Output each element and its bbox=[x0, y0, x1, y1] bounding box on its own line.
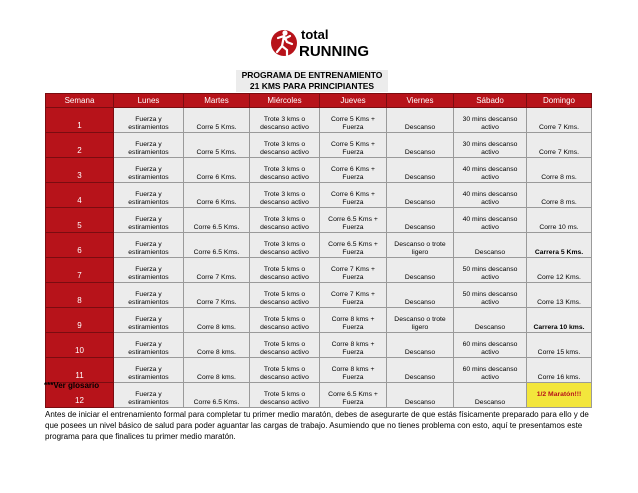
table-row bbox=[46, 358, 592, 383]
schedule-cell: Descanso bbox=[387, 158, 454, 183]
schedule-cell: Corre 8 kms. bbox=[184, 333, 250, 358]
schedule-cell: 60 mins descanso activo bbox=[454, 358, 527, 383]
schedule-cell: Trote 3 kms o descanso activo bbox=[250, 158, 320, 183]
schedule-cell: Trote 5 kms o descanso activo bbox=[250, 308, 320, 333]
schedule-cell: Corre 5 Kms + Fuerza bbox=[320, 133, 387, 158]
schedule-cell: Corre 16 kms. bbox=[527, 358, 592, 383]
schedule-cell: Fuerza y estiramientos bbox=[114, 158, 184, 183]
schedule-cell: Corre 6.5 Kms + Fuerza bbox=[320, 233, 387, 258]
schedule-cell: Corre 8 kms + Fuerza bbox=[320, 333, 387, 358]
total-running-logo bbox=[270, 24, 370, 62]
schedule-cell: Descanso bbox=[454, 308, 527, 333]
column-header: Martes bbox=[184, 94, 250, 108]
schedule-cell: Carrera 10 kms. bbox=[527, 308, 592, 333]
schedule-cell: Corre 8 kms + Fuerza bbox=[320, 358, 387, 383]
schedule-cell: Corre 6.5 Kms. bbox=[184, 208, 250, 233]
glossary-note: ***Ver glosario bbox=[44, 381, 100, 390]
schedule-cell: Fuerza y estiramientos bbox=[114, 383, 184, 408]
schedule-cell: Trote 3 kms o descanso activo bbox=[250, 183, 320, 208]
title-line-1: PROGRAMA DE ENTRENAMIENTO bbox=[236, 70, 388, 81]
table-row bbox=[46, 383, 592, 408]
schedule-cell: 40 mins descanso activo bbox=[454, 208, 527, 233]
schedule-cell: Corre 5 Kms. bbox=[184, 133, 250, 158]
table-row bbox=[46, 333, 592, 358]
table-header-row bbox=[46, 94, 592, 108]
schedule-cell: Fuerza y estiramientos bbox=[114, 258, 184, 283]
schedule-cell: Descanso bbox=[387, 383, 454, 408]
schedule-cell: Corre 8 ms. bbox=[527, 183, 592, 208]
week-number: 6 bbox=[46, 233, 114, 258]
schedule-cell: 30 mins descanso activo bbox=[454, 108, 527, 133]
schedule-cell: Descanso bbox=[387, 183, 454, 208]
schedule-cell: Fuerza y estiramientos bbox=[114, 283, 184, 308]
schedule-cell: 50 mins descanso activo bbox=[454, 283, 527, 308]
schedule-cell: Descanso bbox=[387, 283, 454, 308]
schedule-cell: Corre 6.5 Kms. bbox=[184, 233, 250, 258]
schedule-cell: Corre 8 kms. bbox=[184, 358, 250, 383]
table-body bbox=[46, 108, 592, 408]
schedule-cell: Corre 6.5 Kms + Fuerza bbox=[320, 383, 387, 408]
week-number: 4 bbox=[46, 183, 114, 208]
schedule-cell: Descanso bbox=[387, 333, 454, 358]
column-header: Sábado bbox=[454, 94, 527, 108]
schedule-cell: Trote 5 kms o descanso activo bbox=[250, 333, 320, 358]
column-header: Viernes bbox=[387, 94, 454, 108]
schedule-cell: Corre 10 ms. bbox=[527, 208, 592, 233]
schedule-cell: 40 mins descanso activo bbox=[454, 158, 527, 183]
schedule-cell: Descanso bbox=[387, 208, 454, 233]
schedule-cell: Descanso bbox=[387, 133, 454, 158]
schedule-cell: Descanso bbox=[387, 258, 454, 283]
training-schedule-table bbox=[45, 93, 592, 408]
schedule-cell: Fuerza y estiramientos bbox=[114, 358, 184, 383]
table-row bbox=[46, 208, 592, 233]
column-header: Semana bbox=[46, 94, 114, 108]
schedule-cell: Corre 8 kms + Fuerza bbox=[320, 308, 387, 333]
schedule-cell: Trote 3 kms o descanso activo bbox=[250, 208, 320, 233]
schedule-cell: Fuerza y estiramientos bbox=[114, 108, 184, 133]
schedule-cell: Corre 15 kms. bbox=[527, 333, 592, 358]
table-row bbox=[46, 233, 592, 258]
schedule-cell: 30 mins descanso activo bbox=[454, 133, 527, 158]
schedule-cell: 1/2 Maratón!!! bbox=[527, 383, 592, 408]
logo-text-top: total bbox=[301, 27, 329, 42]
schedule-cell: 40 mins descanso activo bbox=[454, 183, 527, 208]
schedule-cell: 50 mins descanso activo bbox=[454, 258, 527, 283]
schedule-cell: Fuerza y estiramientos bbox=[114, 183, 184, 208]
schedule-cell: Corre 12 Kms. bbox=[527, 258, 592, 283]
table-row bbox=[46, 108, 592, 133]
schedule-cell: Fuerza y estiramientos bbox=[114, 233, 184, 258]
schedule-cell: Trote 3 kms o descanso activo bbox=[250, 133, 320, 158]
schedule-cell: Fuerza y estiramientos bbox=[114, 333, 184, 358]
schedule-cell: Descanso o trote ligero bbox=[387, 233, 454, 258]
schedule-cell: Corre 6 Kms. bbox=[184, 158, 250, 183]
schedule-cell: Corre 6.5 Kms + Fuerza bbox=[320, 208, 387, 233]
schedule-cell: Trote 3 kms o descanso activo bbox=[250, 108, 320, 133]
schedule-cell: Corre 7 Kms. bbox=[184, 258, 250, 283]
table-row bbox=[46, 283, 592, 308]
schedule-cell: Descanso bbox=[387, 358, 454, 383]
schedule-cell: Corre 6 Kms + Fuerza bbox=[320, 158, 387, 183]
schedule-cell: Descanso o trote ligero bbox=[387, 308, 454, 333]
schedule-cell: Trote 5 kms o descanso activo bbox=[250, 258, 320, 283]
week-number: 9 bbox=[46, 308, 114, 333]
week-number: 7 bbox=[46, 258, 114, 283]
schedule-cell: Trote 5 kms o descanso activo bbox=[250, 358, 320, 383]
intro-paragraph: Antes de iniciar el entrenamiento formal para completar tu primer medio maratón, debes de asegurarte de que estás físicamente preparado para ello y de que posees un nivel básico de salud para poder aguantar las cargas de trabajo. Asumiendo que no tienes problema con esto, aquí te presentamos este programa para que finalices tu primer medio maratón. bbox=[45, 410, 589, 441]
schedule-cell: Corre 7 Kms + Fuerza bbox=[320, 283, 387, 308]
logo-text-bottom: RUNNING bbox=[299, 43, 369, 60]
column-header: Jueves bbox=[320, 94, 387, 108]
column-header: Domingo bbox=[527, 94, 592, 108]
column-header: Miércoles bbox=[250, 94, 320, 108]
schedule-cell: Trote 3 kms o descanso activo bbox=[250, 233, 320, 258]
table-row bbox=[46, 158, 592, 183]
schedule-cell: Fuerza y estiramientos bbox=[114, 308, 184, 333]
table-row bbox=[46, 258, 592, 283]
schedule-cell: Corre 7 Kms. bbox=[527, 133, 592, 158]
program-title bbox=[236, 70, 388, 92]
week-number: 1 bbox=[46, 108, 114, 133]
week-number: 12 bbox=[46, 383, 114, 408]
week-number: 2 bbox=[46, 133, 114, 158]
table-row bbox=[46, 133, 592, 158]
schedule-cell: Corre 5 Kms + Fuerza bbox=[320, 108, 387, 133]
title-line-2: 21 KMS PARA PRINCIPIANTES bbox=[236, 81, 388, 92]
schedule-cell: Corre 7 Kms. bbox=[184, 283, 250, 308]
table-row bbox=[46, 308, 592, 333]
schedule-cell: Trote 5 kms o descanso activo bbox=[250, 383, 320, 408]
schedule-cell: Corre 5 Kms. bbox=[184, 108, 250, 133]
schedule-cell: Fuerza y estiramientos bbox=[114, 133, 184, 158]
schedule-cell: Corre 6 Kms + Fuerza bbox=[320, 183, 387, 208]
schedule-cell: Corre 8 ms. bbox=[527, 158, 592, 183]
schedule-cell: Corre 6 Kms. bbox=[184, 183, 250, 208]
week-number: 11 bbox=[46, 358, 114, 383]
week-number: 8 bbox=[46, 283, 114, 308]
week-number: 5 bbox=[46, 208, 114, 233]
schedule-cell: Carrera 5 Kms. bbox=[527, 233, 592, 258]
schedule-cell: Descanso bbox=[387, 108, 454, 133]
schedule-cell: Corre 7 Kms + Fuerza bbox=[320, 258, 387, 283]
schedule-cell: Fuerza y estiramientos bbox=[114, 208, 184, 233]
schedule-cell: Corre 6.5 Kms. bbox=[184, 383, 250, 408]
schedule-cell: Trote 5 kms o descanso activo bbox=[250, 283, 320, 308]
schedule-cell: Descanso bbox=[454, 383, 527, 408]
schedule-cell: Descanso bbox=[454, 233, 527, 258]
week-number: 3 bbox=[46, 158, 114, 183]
schedule-cell: Corre 13 Kms. bbox=[527, 283, 592, 308]
schedule-cell: Corre 7 Kms. bbox=[527, 108, 592, 133]
schedule-cell: Corre 8 kms. bbox=[184, 308, 250, 333]
week-number: 10 bbox=[46, 333, 114, 358]
table-row bbox=[46, 183, 592, 208]
schedule-cell: 60 mins descanso activo bbox=[454, 333, 527, 358]
column-header: Lunes bbox=[114, 94, 184, 108]
